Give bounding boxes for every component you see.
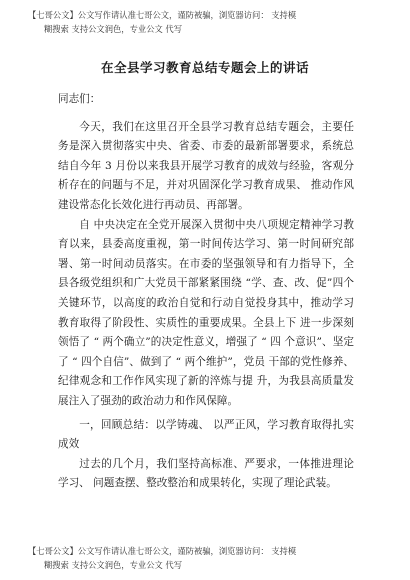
document-body (58, 90, 354, 494)
document-title: 在全县学习教育总结专题会上的讲话 (100, 60, 309, 75)
page-header (28, 8, 388, 36)
footer-line-1: 【七哥公文】公文写作请认准七哥公文，谨防被骗，浏览器访问： 支持模 (28, 546, 297, 556)
header-line-1: 【七哥公文】公文写作请认准七哥公文，谨防被骗，浏览器访问： 支持模 (28, 10, 297, 20)
paragraph-2: 自 中央决定在全党开展深入贯彻中央八项规定精神学习教育以来，县委高度重视，第一时间传达学习、第一时间研究部署、第一时间动员落实。在市委的坚强领导和有力指导下，全县各级党组织和广大党员干部紧紧围绕 “学、查、改、促”四个关键环节，以高度的政治自觉和行动自觉投身其中，推动学习教育取得了阶段性、实质性的重要成果。全县上下 进一步深刻领悟了 “ 两个确立”的决定性意义，增强了 “ 四 个意识”、坚定了 “ 四个自信”、做到了 “ 两个维护”，党员 干部的党性修养、纪律观念和工作作风实现了新的淬炼与提 升，为我县高质量发展注入了强劲的政治动力和作风保障。 (58, 218, 354, 407)
header-line-2: 糊搜索 支持公文润色，专业公文 代写 (44, 24, 183, 34)
section-paragraph: 过去的几个月，我们坚持高标准、严要求，一体推进理论学习、 问题查摆、整改整治和成果转化，实现了理论武装。 (58, 457, 354, 490)
section-heading: 一，回顾总结：以学铸魂、 以严正风，学习教育取得扎实 成效 (58, 418, 354, 451)
paragraph-1: 今天，我们在这里召开全县学习教育总结专题会，主要任务是深入贯彻落实中央、省委、市委的最新部署要求，系统总结自今年 3 月份以来我县开展学习教育的成效与经验，客观分析存在的问题与不足，并对巩固深化学习教育成果、 推动作风建设常态化长效化进行再动员、再部署。 (58, 120, 354, 211)
page-footer (28, 544, 388, 572)
greeting: 同志们： (58, 93, 101, 105)
footer-line-2: 糊搜索 支持公文润色，专业公文 代写 (44, 560, 183, 570)
